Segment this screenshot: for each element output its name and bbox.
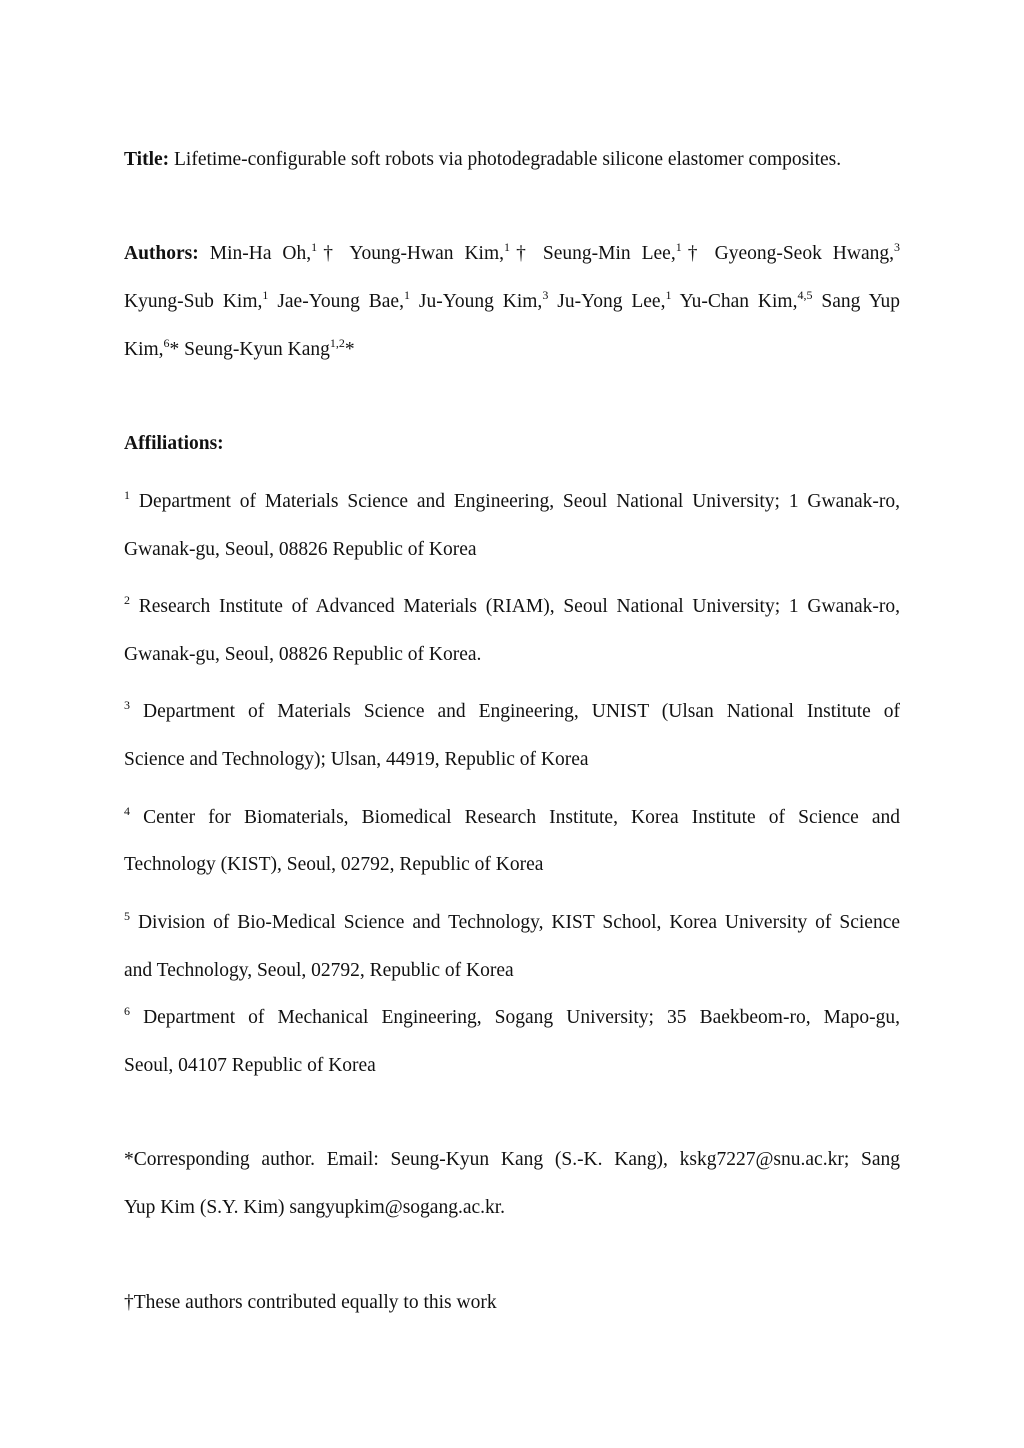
author: Ju-Yong Lee,$^1$ bbox=[557, 288, 672, 312]
author: Seung-Kyun Kang$^{1,2}$* bbox=[184, 336, 355, 360]
author: Jae-Young Bae,$^1$ bbox=[277, 288, 410, 312]
authors-line-1 bbox=[124, 240, 900, 264]
author-name-cont: Kim, bbox=[124, 339, 164, 360]
authors-label: Authors: bbox=[124, 243, 199, 264]
affiliation-number: 3 bbox=[124, 698, 130, 712]
corresponding-author-line-2: Yup Kim (S.Y. Kim) sangyupkim@sogang.ac.kr. bbox=[124, 1197, 506, 1218]
affiliations-heading: Affiliations: bbox=[124, 433, 224, 454]
title-label: Title: bbox=[124, 149, 170, 170]
author: Min-Ha Oh,$^1$† bbox=[209, 240, 340, 264]
affiliation-number: 6 bbox=[124, 1004, 130, 1018]
affiliation-2-line-1: $^2$ Research Institute of Advanced Materials (RIAM), Seoul National University; 1 Gwanak-ro, bbox=[124, 593, 900, 617]
affiliation-6-line-2: Seoul, 04107 Republic of Korea bbox=[124, 1055, 376, 1076]
author: Ju-Young Kim,$^3$ bbox=[418, 288, 549, 312]
affiliation-2-line-2: Gwanak-gu, Seoul, 08826 Republic of Korea. bbox=[124, 644, 482, 665]
affiliation-number: 4 bbox=[124, 804, 130, 818]
affiliation-4-line-1: $^4$ Center for Biomaterials, Biomedical Research Institute, Korea Institute of Science and bbox=[124, 804, 901, 828]
affiliation-number: 5 bbox=[124, 909, 130, 923]
affiliation-1-line-1: $^1$ Department of Materials Science and Engineering, Seoul National University; 1 Gwanak-ro, bbox=[124, 488, 901, 512]
author: Yu-Chan Kim,$^{4,5}$ bbox=[679, 288, 813, 312]
corresponding-author-line-1: *Corresponding author. Email: Seung-Kyun Kang (S.-K. Kang), kskg7227@snu.ac.kr; Sang bbox=[124, 1149, 900, 1170]
affiliation-5-line-2: and Technology, Seoul, 02792, Republic of Korea bbox=[124, 960, 514, 981]
title-line bbox=[124, 150, 900, 170]
affiliation-3-line-2: Science and Technology); Ulsan, 44919, Republic of Korea bbox=[124, 749, 589, 770]
author: Kyung-Sub Kim,$^1$ bbox=[124, 288, 269, 312]
affiliation-4-line-2: Technology (KIST), Seoul, 02792, Republic of Korea bbox=[124, 854, 544, 875]
authors-line-3: Kim,$^6$* Seung-Kyun Kang$^{1,2}$* bbox=[124, 336, 355, 360]
paper-title: Lifetime-configurable soft robots via photodegradable silicone elastomer composites. bbox=[174, 149, 842, 170]
author: Young-Hwan Kim,$^1$† bbox=[349, 240, 532, 264]
affiliation-1-line-2: Gwanak-gu, Seoul, 08826 Republic of Korea bbox=[124, 539, 477, 560]
affiliation-3-line-1: $^3$ Department of Materials Science and Engineering, UNIST (Ulsan National Institute of bbox=[124, 698, 900, 722]
author: Seung-Min Lee,$^1$† bbox=[542, 240, 704, 264]
affiliation-5-line-1: $^5$ Division of Bio-Medical Science and Technology, KIST School, Korea University of Science bbox=[124, 909, 901, 933]
affiliation-6-line-1: $^6$ Department of Mechanical Engineering, Sogang University; 35 Baekbeom-ro, Mapo-gu, bbox=[124, 1004, 900, 1028]
affiliation-number: 1 bbox=[124, 488, 130, 502]
author-name-part: Sang Yup bbox=[821, 291, 901, 312]
author: Gyeong-Seok Hwang,$^3$ bbox=[714, 240, 900, 264]
equal-contribution-note: †These authors contributed equally to this work bbox=[124, 1292, 497, 1313]
authors-line-2 bbox=[124, 288, 901, 312]
affiliation-number: 2 bbox=[124, 593, 130, 607]
